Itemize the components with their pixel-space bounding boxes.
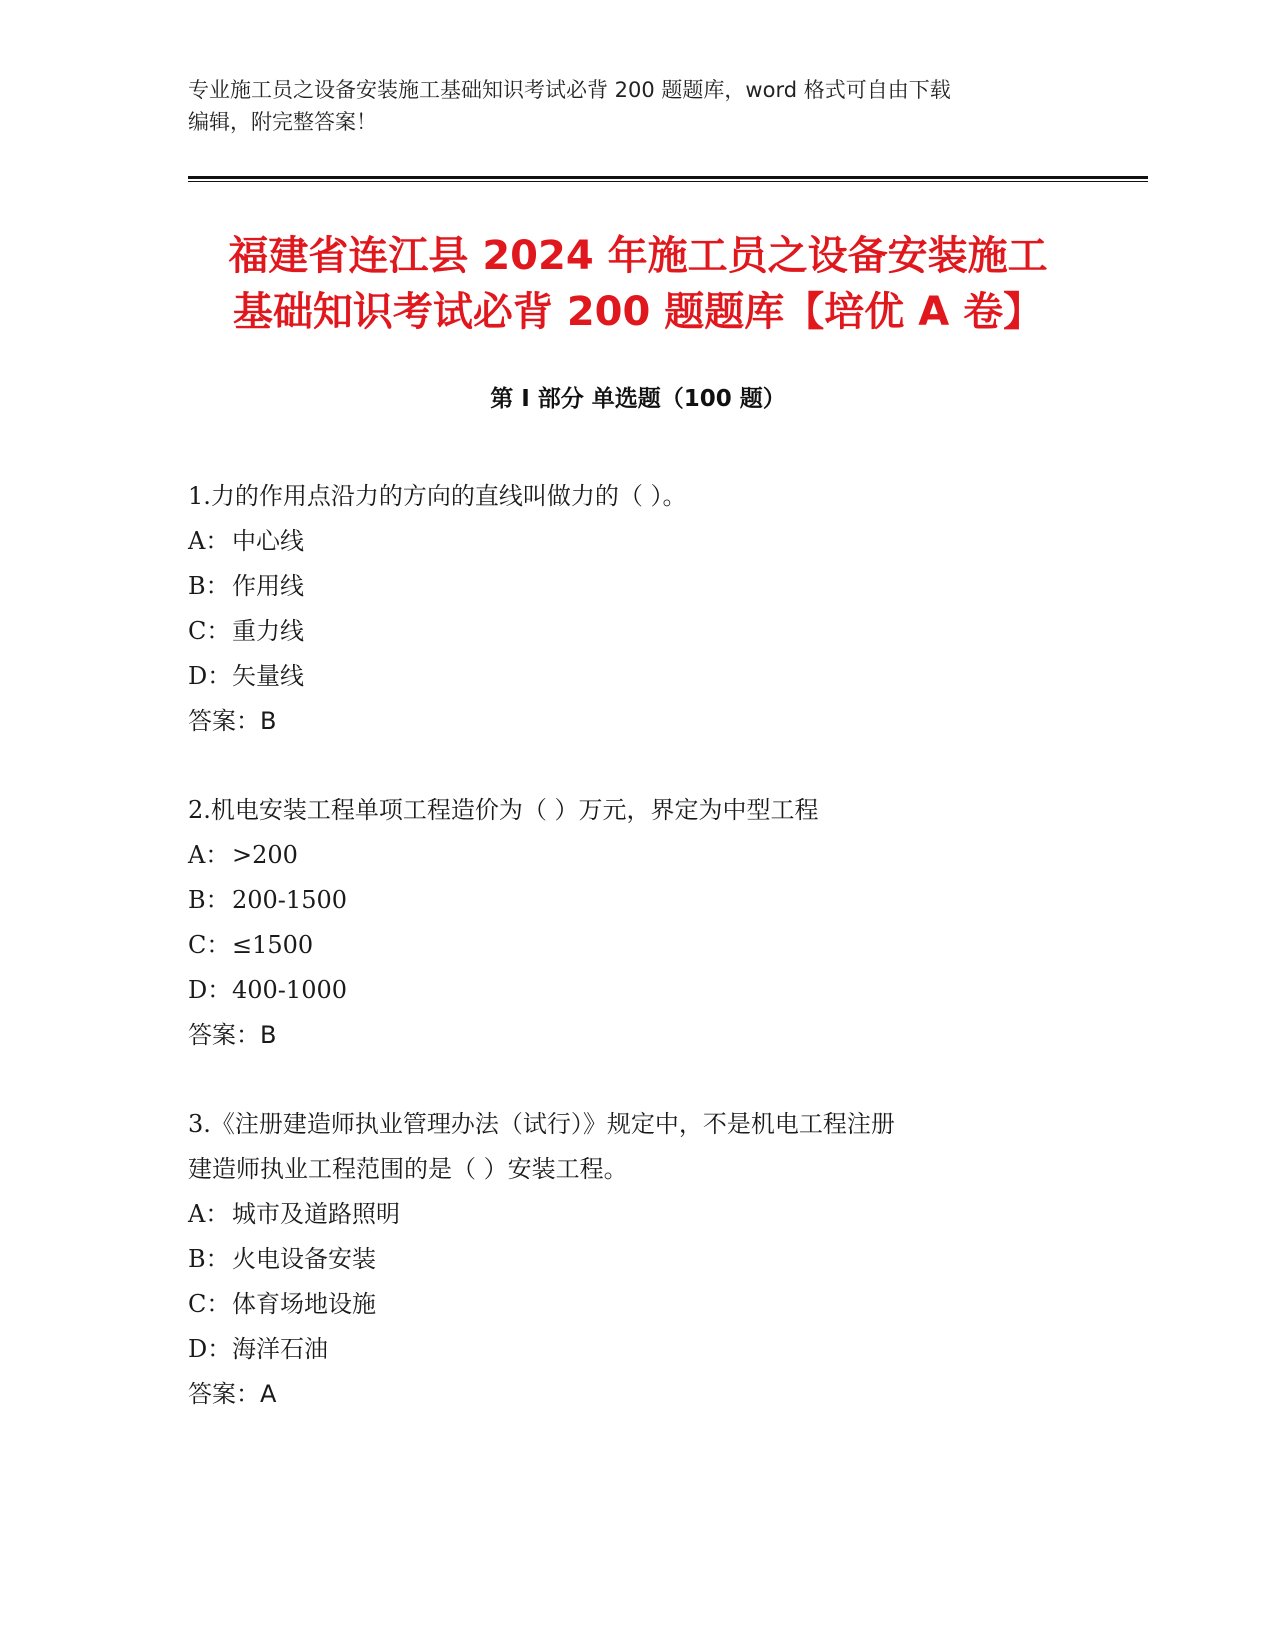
answer-line: 答案：B bbox=[188, 1021, 277, 1049]
question-1 bbox=[188, 474, 1088, 744]
option-a bbox=[188, 519, 1088, 564]
question-stem-line-2: 建造师执业工程范围的是（ ）安装工程。 bbox=[188, 1155, 628, 1183]
option-key: C： bbox=[188, 931, 231, 959]
document-title bbox=[188, 228, 1088, 340]
option-key: B： bbox=[188, 572, 230, 600]
option-d bbox=[188, 1327, 1088, 1372]
option-a bbox=[188, 1192, 1088, 1237]
option-key: D： bbox=[188, 662, 232, 690]
option-b bbox=[188, 564, 1088, 609]
option-b bbox=[188, 878, 1088, 923]
option-text: 矢量线 bbox=[232, 662, 304, 690]
option-text: 体育场地设施 bbox=[232, 1290, 376, 1318]
option-key: A： bbox=[188, 1200, 230, 1228]
option-key: D： bbox=[188, 976, 232, 1004]
option-key: A： bbox=[188, 527, 230, 555]
option-text: 中心线 bbox=[232, 527, 304, 555]
option-key: A： bbox=[188, 841, 230, 869]
question-stem: 2.机电安装工程单项工程造价为（ ）万元，界定为中型工程 bbox=[188, 796, 819, 824]
option-text: 400-1000 bbox=[232, 976, 347, 1004]
header-divider-thin bbox=[188, 181, 1148, 182]
document-title-line-1: 福建省连江县 2024 年施工员之设备安装施工 bbox=[228, 233, 1048, 279]
option-c bbox=[188, 1282, 1088, 1327]
answer-line: 答案：B bbox=[188, 707, 277, 735]
question-2 bbox=[188, 788, 1088, 1058]
header-note-line-1: 专业施工员之设备安装施工基础知识考试必背 200 题题库，word 格式可自由下载 bbox=[188, 78, 951, 102]
header-divider-thick bbox=[188, 176, 1148, 179]
option-text: 200-1500 bbox=[232, 886, 347, 914]
option-key: B： bbox=[188, 886, 230, 914]
option-text: 作用线 bbox=[232, 572, 304, 600]
option-text: ≤1500 bbox=[232, 931, 314, 959]
answer-line: 答案：A bbox=[188, 1380, 277, 1408]
question-stem-line-1: 3.《注册建造师执业管理办法（试行）》规定中，不是机电工程注册 bbox=[188, 1110, 895, 1138]
document-title-line-2: 基础知识考试必背 200 题题库【培优 A 卷】 bbox=[232, 289, 1044, 335]
question-3 bbox=[188, 1102, 1088, 1417]
header-note-line-2: 编辑，附完整答案！ bbox=[188, 110, 377, 134]
option-text: 城市及道路照明 bbox=[232, 1200, 400, 1228]
option-key: C： bbox=[188, 1290, 231, 1318]
option-a bbox=[188, 833, 1088, 878]
option-d bbox=[188, 968, 1088, 1013]
option-key: D： bbox=[188, 1335, 232, 1363]
option-d bbox=[188, 654, 1088, 699]
option-b bbox=[188, 1237, 1088, 1282]
option-text: >200 bbox=[232, 841, 298, 869]
option-c bbox=[188, 609, 1088, 654]
option-c bbox=[188, 923, 1088, 968]
option-text: 海洋石油 bbox=[232, 1335, 328, 1363]
option-key: B： bbox=[188, 1245, 230, 1273]
option-text: 重力线 bbox=[232, 617, 304, 645]
question-stem: 1.力的作用点沿力的方向的直线叫做力的（ ）。 bbox=[188, 482, 687, 510]
header-note bbox=[188, 74, 1088, 138]
option-key: C： bbox=[188, 617, 231, 645]
question-list bbox=[188, 474, 1088, 1461]
section-heading: 第 I 部分 单选题（100 题） bbox=[490, 386, 786, 412]
option-text: 火电设备安装 bbox=[232, 1245, 376, 1273]
